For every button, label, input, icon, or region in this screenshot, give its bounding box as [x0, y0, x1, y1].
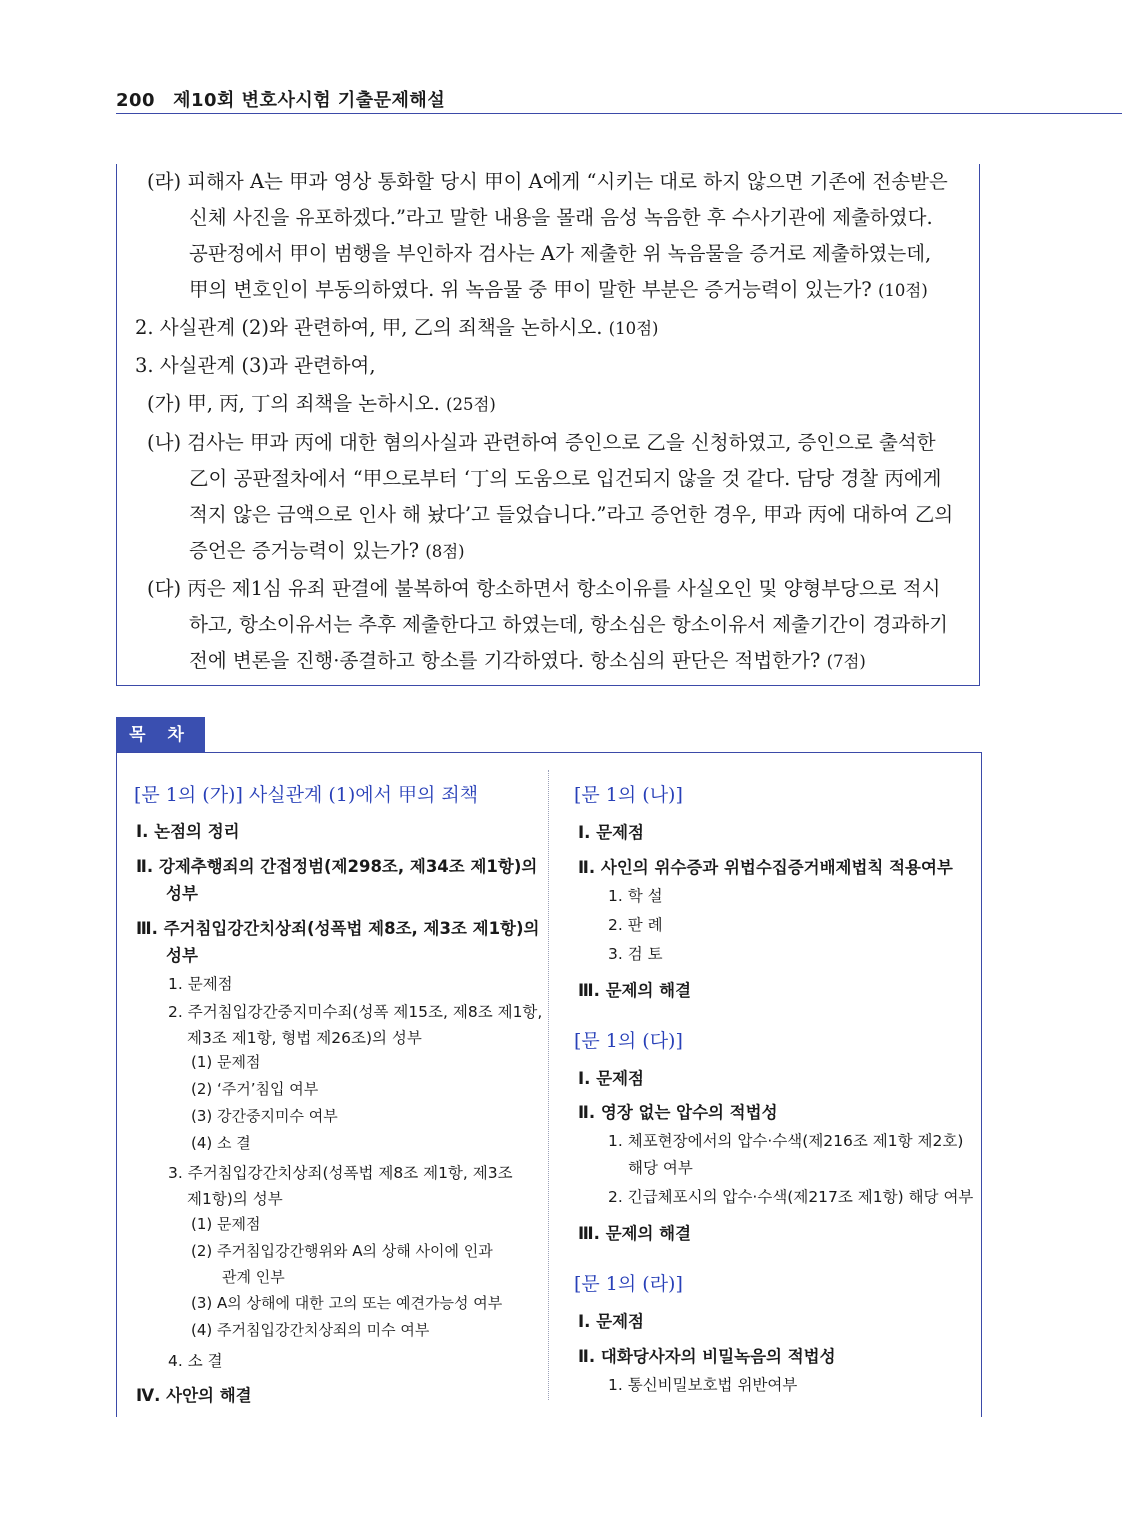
q3-line: 3. 사실관계 (3)과 관련하여,: [135, 354, 376, 377]
toc-column-divider: [548, 770, 549, 1400]
q1-ra-line-3: 공판정에서 甲이 범행을 부인하자 검사는 A가 제출한 위 녹음물을 증거로 제출하였는데,: [189, 242, 932, 265]
toc-left-sub-3-1: (1) 문제점: [191, 1215, 261, 1233]
q3-ga-line: [147, 386, 496, 424]
q1-ra-line-4: [189, 272, 928, 310]
q3-ga-points: (25점): [446, 395, 496, 414]
toc-right-na-sub-3: 3. 검 토: [608, 945, 663, 963]
q3-na-line-1: (나) 검사는 甲과 丙에 대한 혐의사실과 관련하여 증인으로 乙을 신청하였고, 증인으로 출석한: [147, 431, 936, 454]
toc-left-item-3-cont: 성부: [166, 946, 198, 965]
toc-right-na-sub-1: 1. 학 설: [608, 887, 663, 905]
book-title: 제10회 변호사시험 기출문제해설: [173, 90, 446, 111]
q3-da-points: (7점): [826, 652, 866, 671]
toc-left-sub-3-3: (3) A의 상해에 대한 고의 또는 예견가능성 여부: [191, 1294, 503, 1312]
toc-right-na-item-1: Ⅰ. 문제점: [578, 823, 644, 842]
q3-da-line-2: 하고, 항소이유서는 추후 제출한다고 하였는데, 항소심은 항소이유서 제출기간이 경과하기: [189, 613, 948, 636]
toc-right-da-item-3: Ⅲ. 문제의 해결: [578, 1224, 692, 1243]
q2-line: [135, 310, 658, 348]
q3-na-points: (8점): [425, 542, 465, 561]
toc-left-item-2: Ⅱ. 강제추행죄의 간접정범(제298조, 제34조 제1항)의: [136, 857, 538, 876]
toc-left-item-2-cont: 성부: [166, 884, 198, 903]
toc-left-sub-3-4: (4) 주거침입강간치상죄의 미수 여부: [191, 1321, 430, 1339]
header-rule: [116, 113, 1122, 114]
toc-right-ra-item-1: Ⅰ. 문제점: [578, 1312, 644, 1331]
toc-right-na-title: [문 1의 (나)]: [574, 784, 683, 806]
q1-ra-text: 甲의 변호인이 부동의하였다. 위 녹음물 중 甲이 말한 부분은 증거능력이 있는가?: [189, 278, 872, 301]
toc-left-sub-4: 4. 소 결: [168, 1352, 223, 1370]
toc-left-sub-2-cont: 제3조 제1항, 형법 제26조)의 성부: [187, 1029, 422, 1047]
q1-ra-points: (10점): [877, 281, 928, 300]
toc-left-sub-2-3: (3) 강간중지미수 여부: [191, 1107, 338, 1125]
toc-right-na-item-2: Ⅱ. 사인의 위수증과 위법수집증거배제법칙 적용여부: [578, 858, 953, 877]
q3-na-text: 증언은 증거능력이 있는가?: [189, 539, 420, 562]
q3-na-line-2: 乙이 공판절차에서 “甲으로부터 ‘丁의 도움으로 입건되지 않을 것 같다. 담당 경찰 丙에게: [189, 467, 942, 490]
toc-left-item-3: Ⅲ. 주거침입강간치상죄(성폭법 제8조, 제3조 제1항)의: [136, 919, 540, 938]
toc-left-sub-3: 3. 주거침입강간치상죄(성폭법 제8조 제1항, 제3조: [168, 1164, 513, 1182]
running-header: [116, 86, 445, 112]
toc-left-sub-3-2-cont: 관계 인부: [222, 1268, 285, 1286]
toc-right-da-title: [문 1의 (다)]: [574, 1030, 683, 1052]
toc-left-sub-2-2: (2) ‘주거’침입 여부: [191, 1080, 319, 1098]
toc-left-sub-1: 1. 문제점: [168, 975, 233, 993]
q2-text: 2. 사실관계 (2)와 관련하여, 甲, 乙의 죄책을 논하시오.: [135, 316, 603, 339]
q3-da-line-3: [189, 643, 866, 681]
toc-right-da-sub-1-cont: 해당 여부: [628, 1159, 693, 1177]
toc-right-da-item-2: Ⅱ. 영장 없는 압수의 적법성: [578, 1103, 778, 1122]
toc-right-da-item-1: Ⅰ. 문제점: [578, 1069, 644, 1088]
toc-left-section-title: [문 1의 (가)] 사실관계 (1)에서 甲의 죄책: [134, 784, 479, 806]
q3-na-line-4: [189, 533, 465, 571]
toc-left-sub-3-2: (2) 주거침입강간행위와 A의 상해 사이에 인과: [191, 1242, 493, 1260]
q3-ga-text: (가) 甲, 丙, 丁의 죄책을 논하시오.: [147, 392, 440, 415]
q1-ra-line-2: 신체 사진을 유포하겠다.”라고 말한 내용을 몰래 음성 녹음한 후 수사기관에 제출하였다.: [189, 206, 933, 229]
toc-left-item-4: Ⅳ. 사안의 해결: [136, 1386, 252, 1405]
toc-right-ra-sub-1: 1. 통신비밀보호법 위반여부: [608, 1376, 798, 1394]
toc-left-item-1: Ⅰ. 논점의 정리: [136, 822, 240, 841]
toc-left-sub-2-1: (1) 문제점: [191, 1053, 261, 1071]
q3-da-line-1: (다) 丙은 제1심 유죄 판결에 불복하여 항소하면서 항소이유를 사실오인 및 양형부당으로 적시: [147, 577, 941, 600]
toc-right-da-sub-2: 2. 긴급체포시의 압수·수색(제217조 제1항) 해당 여부: [608, 1188, 974, 1206]
toc-tab: 목 차: [116, 717, 205, 753]
page-number: 200: [116, 90, 156, 111]
toc-right-na-sub-2: 2. 판 례: [608, 916, 663, 934]
toc-right-ra-title: [문 1의 (라)]: [574, 1273, 683, 1295]
toc-left-sub-2-4: (4) 소 결: [191, 1134, 251, 1152]
question-box: [116, 164, 980, 686]
q3-na-line-3: 적지 않은 금액으로 인사 해 놨다’고 들었습니다.”라고 증언한 경우, 甲과 丙에 대하여 乙의: [189, 503, 954, 526]
toc-right-da-sub-1: 1. 체포현장에서의 압수·수색(제216조 제1항 제2호): [608, 1132, 964, 1150]
q2-points: (10점): [608, 319, 659, 338]
toc-left-sub-2: 2. 주거침입강간중지미수죄(성폭 제15조, 제8조 제1항,: [168, 1003, 543, 1021]
q3-da-text: 전에 변론을 진행·종결하고 항소를 기각하였다. 항소심의 판단은 적법한가?: [189, 649, 821, 672]
toc-right-ra-item-2: Ⅱ. 대화당사자의 비밀녹음의 적법성: [578, 1347, 836, 1366]
q1-ra-line-1: (라) 피해자 A는 甲과 영상 통화할 당시 甲이 A에게 “시키는 대로 하지 않으면 기존에 전송받은: [147, 170, 948, 193]
toc-right-na-item-3: Ⅲ. 문제의 해결: [578, 981, 692, 1000]
toc-left-sub-3-cont: 제1항)의 성부: [187, 1190, 283, 1208]
